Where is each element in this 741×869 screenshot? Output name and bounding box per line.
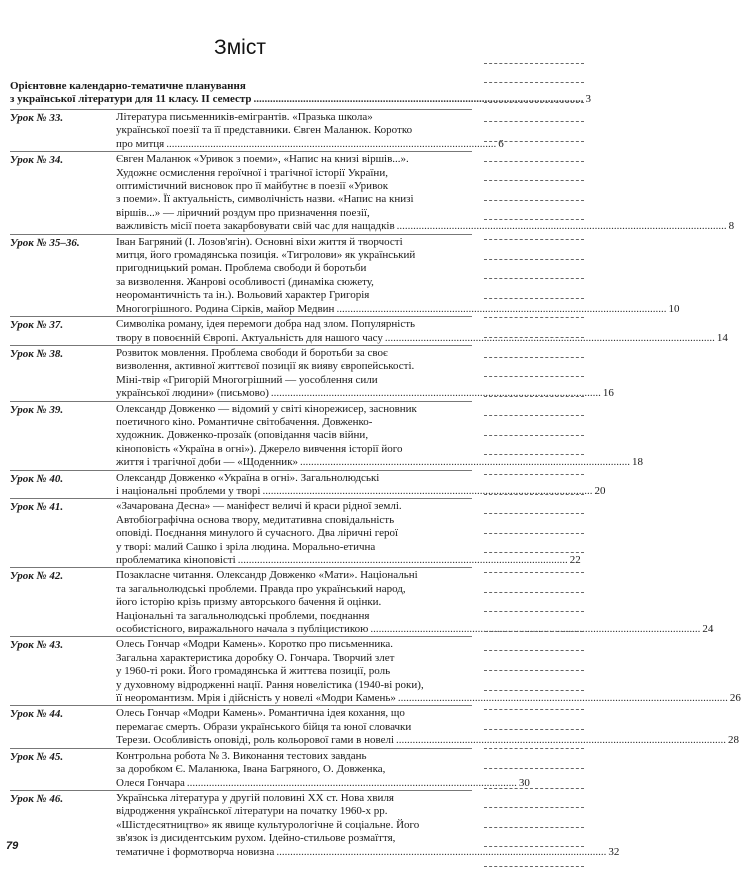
topic-line: за доробком Є. Маланюка, Івана Багряного, О. Довженка,: [116, 763, 386, 776]
topic-line: віршів...» — ліричний роздум про призначення поезії,: [116, 206, 370, 219]
note-line: [484, 162, 584, 182]
lesson-entry: [10, 748, 530, 790]
topic-line: оптимістичний висновок про її майбутнє в поезії «Уривок: [116, 180, 389, 193]
lesson-entry: [10, 705, 740, 747]
note-line: [484, 436, 584, 456]
notes-column: [484, 44, 584, 867]
note-line: [484, 749, 584, 769]
topic-last-line: проблематика кіноповісті ..... 22: [116, 554, 581, 567]
note-line: [484, 710, 584, 730]
topic-line: «Шістдесятництво» як явище культурологічне й соціальне. Його: [116, 818, 420, 831]
note-line: [484, 122, 584, 142]
lesson-label: Урок № 43.: [10, 639, 64, 652]
note-line: [484, 201, 584, 221]
page-ref: 20: [594, 484, 606, 497]
topic-line: відродження української літератури на початку 1960-х рр.: [116, 805, 388, 818]
topic-line: художник. Довженко-прозаїк (оповідання часів війни,: [116, 429, 369, 442]
lesson-label: Урок № 39.: [10, 403, 64, 416]
lesson-label: Урок № 34.: [10, 154, 64, 167]
note-line: [484, 808, 584, 828]
topic-line: Література письменників-емігрантів. «Празька школа»: [116, 111, 373, 123]
note-line: [484, 730, 584, 750]
lesson-label: Урок № 38.: [10, 347, 64, 360]
page-ref: 24: [702, 623, 714, 636]
topic-line: Позакласне читання. Олександр Довженко «Мати». Національні: [116, 569, 418, 582]
topic-line: поетичного кіно. Романтичне світобачення. Довженко-: [116, 415, 373, 428]
note-line: [484, 299, 584, 319]
topic-line: Національні та загальнолюдські проблеми, поєднання: [116, 609, 370, 622]
topic-line: «Зачарована Десна» — маніфест величі й краси рідної землі.: [116, 500, 402, 513]
topic-line: Художнє осмислення героїчної і трагічної історії України,: [116, 166, 388, 179]
note-line: [484, 847, 584, 867]
page-ref: 26: [729, 692, 741, 705]
note-line: [484, 397, 584, 417]
note-line: [484, 769, 584, 789]
topic-line: Автобіографічна основа твору, медитативна сповідальність: [116, 513, 395, 526]
note-line: [484, 358, 584, 378]
topic-line: Олесь Гончар «Модри Камень». Романтична ідея кохання, що: [116, 707, 405, 720]
page-number: 79: [6, 840, 19, 852]
lesson-list: [10, 109, 741, 859]
topic-line: зв'язок із дисидентським рухом. Ідейно-стильове розмаїття,: [116, 832, 396, 845]
lesson-topic: [116, 153, 734, 233]
page-ref: 30: [518, 776, 530, 789]
note-line: [484, 573, 584, 593]
topic-last-line: важливість місії поета закарбовувати свій час для нащадків ..... 8: [116, 220, 734, 233]
note-line: [484, 279, 584, 299]
topic-last-line: і національні проблеми у творі ..... 20: [116, 485, 606, 498]
lesson-topic: [116, 318, 728, 345]
page-title: Зміст: [214, 36, 266, 59]
page-ref: 18: [632, 456, 644, 469]
note-line: [484, 44, 584, 64]
topic-line: Контрольна робота № 3. Виконання тестових завдань: [116, 749, 367, 762]
note-line: [484, 612, 584, 632]
note-line: [484, 789, 584, 809]
note-line: [484, 632, 584, 652]
topic-last-line: твору в повоєнній Європі. Актуальність для нашого часу ..... 14: [116, 332, 728, 345]
topic-line: у духовному відродженні нації. Рання новелістика (1940-ві роки),: [116, 678, 424, 691]
lesson-topic: [116, 569, 713, 636]
topic-line: визволення, активної життєвої позиції як вияву європейськості.: [116, 360, 415, 373]
lesson-label: Урок № 40.: [10, 472, 64, 485]
note-line: [484, 671, 584, 691]
note-line: [484, 142, 584, 162]
lesson-label: Урок № 45.: [10, 750, 64, 763]
lesson-entry: [10, 151, 735, 233]
lesson-entry: [10, 316, 728, 345]
lesson-topic: [116, 111, 504, 151]
note-line: [484, 475, 584, 495]
lesson-entry: [10, 345, 614, 401]
note-line: [484, 691, 584, 711]
note-line: [484, 240, 584, 260]
note-line: [484, 318, 584, 338]
note-line: [484, 455, 584, 475]
topic-last-line: Терези. Особливість оповіді, роль кольорової гами в новелі ..... 28: [116, 734, 739, 747]
page-ref: 6: [498, 137, 504, 150]
lesson-label: Урок № 42.: [10, 570, 64, 583]
page-ref: 14: [716, 331, 728, 344]
topic-last-line: життя і трагічної доби — «Щоденник» ..... 18: [116, 456, 643, 469]
page-ref: 10: [668, 302, 680, 315]
topic-line: неоромантичність та ін.). Вольовий характер Григорія: [116, 289, 370, 302]
topic-line: пригодницький роман. Проблема свободи й боротьби: [116, 262, 367, 275]
topic-line: Символіка роману, ідея перемоги добра над злом. Популярність: [116, 318, 416, 331]
note-line: [484, 260, 584, 280]
note-line: [484, 534, 584, 554]
topic-last-line: Многогрішного. Родина Сірків, майор Медвин ..... 10: [116, 303, 679, 316]
topic-last-line: Олеся Гончара ..... 30: [116, 777, 530, 790]
topic-line: української поезії та її представники. Євген Маланюк. Коротко: [116, 124, 413, 137]
topic-line: Загальна характеристика доробку О. Гончара. Творчий злет: [116, 651, 395, 664]
lesson-entry: [10, 109, 504, 151]
topic-line: Олександр Довженко «Україна в огні». Загальнолюдські: [116, 471, 380, 484]
topic-line: у творі: малий Сашко і зріла людина. Морально-етична: [116, 540, 376, 553]
page-ref: 32: [608, 845, 620, 858]
note-line: [484, 828, 584, 848]
topic-line: митця, його громадянська позиція. «Тигролови» як український: [116, 249, 416, 262]
note-line: [484, 83, 584, 103]
lesson-label: Урок № 35–36.: [10, 236, 80, 249]
note-line: [484, 377, 584, 397]
lesson-label: Урок № 33.: [10, 112, 64, 124]
lesson-label: Урок № 44.: [10, 708, 64, 721]
page-ref: 22: [569, 554, 581, 566]
topic-line: Українська література у другій половині ХХ ст. Нова хвиля: [116, 791, 394, 804]
topic-line: Олесь Гончар «Модри Камень». Коротко про письменника.: [116, 638, 394, 651]
lesson-label: Урок № 41.: [10, 501, 64, 514]
topic-line: кіноповість «Україна в огні»). Джерело вивчення історії його: [116, 442, 403, 455]
topic-line: Іван Багряний (І. Лозов'ягін). Основні віхи життя й творчості: [116, 235, 403, 248]
note-line: [484, 553, 584, 573]
lesson-entry: [10, 498, 581, 567]
note-line: [484, 593, 584, 613]
topic-line: перемагає смерть. Образи українського бійця та юної словачки: [116, 720, 412, 733]
topic-line: Олександр Довженко — відомий у світі кінорежисер, засновник: [116, 402, 417, 415]
lesson-entry: [10, 636, 741, 705]
note-line: [484, 220, 584, 240]
note-line: [484, 64, 584, 84]
topic-last-line: тематичне і формотворча новизна ..... 32: [116, 846, 619, 859]
lesson-topic: [116, 638, 741, 705]
lesson-label: Урок № 46.: [10, 792, 64, 805]
lesson-topic: [116, 750, 530, 790]
topic-line: оповіді. Поєднання минулого й сучасного. Два ліричні герої: [116, 527, 399, 540]
topic-line: Розвиток мовлення. Проблема свободи й боротьби за своє: [116, 346, 388, 359]
topic-line: та загальнолюдські проблеми. Правда про український народ,: [116, 582, 406, 595]
topic-line: у 1960-ті роки. Його громадянська й життєва позиції, роль: [116, 665, 391, 678]
lesson-entry: [10, 234, 680, 316]
lesson-entry: [10, 567, 714, 636]
topic-last-line: про митця ..... 6: [116, 138, 504, 151]
intro-line-1: Орієнтовне календарно-тематичне планування: [10, 80, 246, 92]
note-line: [484, 181, 584, 201]
lesson-label: Урок № 37.: [10, 319, 64, 332]
topic-line: Міні-твір «Григорій Многогрішний — уособлення сили: [116, 373, 378, 386]
lesson-topic: [116, 707, 739, 747]
topic-last-line: її неоромантизм. Мрія і дійсність у новелі «Модри Камень» ..... 26: [116, 692, 741, 705]
page-ref: 8: [728, 220, 735, 233]
lesson-entry: [10, 790, 620, 859]
topic-line: за визволення. Жанрові особливості (динаміка сюжету,: [116, 275, 374, 288]
note-line: [484, 103, 584, 123]
note-line: [484, 416, 584, 436]
page-ref: 3: [585, 93, 592, 105]
topic-line: з поеми». Її актуальність, символічність назви. «Напис на книзі: [116, 193, 414, 206]
note-line: [484, 651, 584, 671]
topic-line: Євген Маланюк «Уривок з поеми», «Напис на книзі віршів...».: [116, 153, 409, 166]
lesson-entry: [10, 470, 606, 499]
note-line: [484, 338, 584, 358]
topic-last-line: особистісного, виражального начала з публіцистикою ..... 24: [116, 623, 713, 636]
table-of-contents: [10, 80, 741, 859]
lesson-entry: [10, 401, 644, 470]
topic-line: його історію крізь призму авторського бачення й оцінки.: [116, 596, 382, 609]
page-ref: 28: [728, 734, 740, 747]
note-line: [484, 495, 584, 515]
note-line: [484, 514, 584, 534]
intro-heading: [10, 80, 592, 106]
topic-last-line: української людини» (письмово) ..... 16: [116, 387, 614, 400]
lesson-topic: [116, 236, 679, 316]
page-ref: 16: [602, 387, 614, 400]
intro-line-2: з української літератури для 11 класу. ІІ семестр ..... 3: [10, 93, 472, 106]
